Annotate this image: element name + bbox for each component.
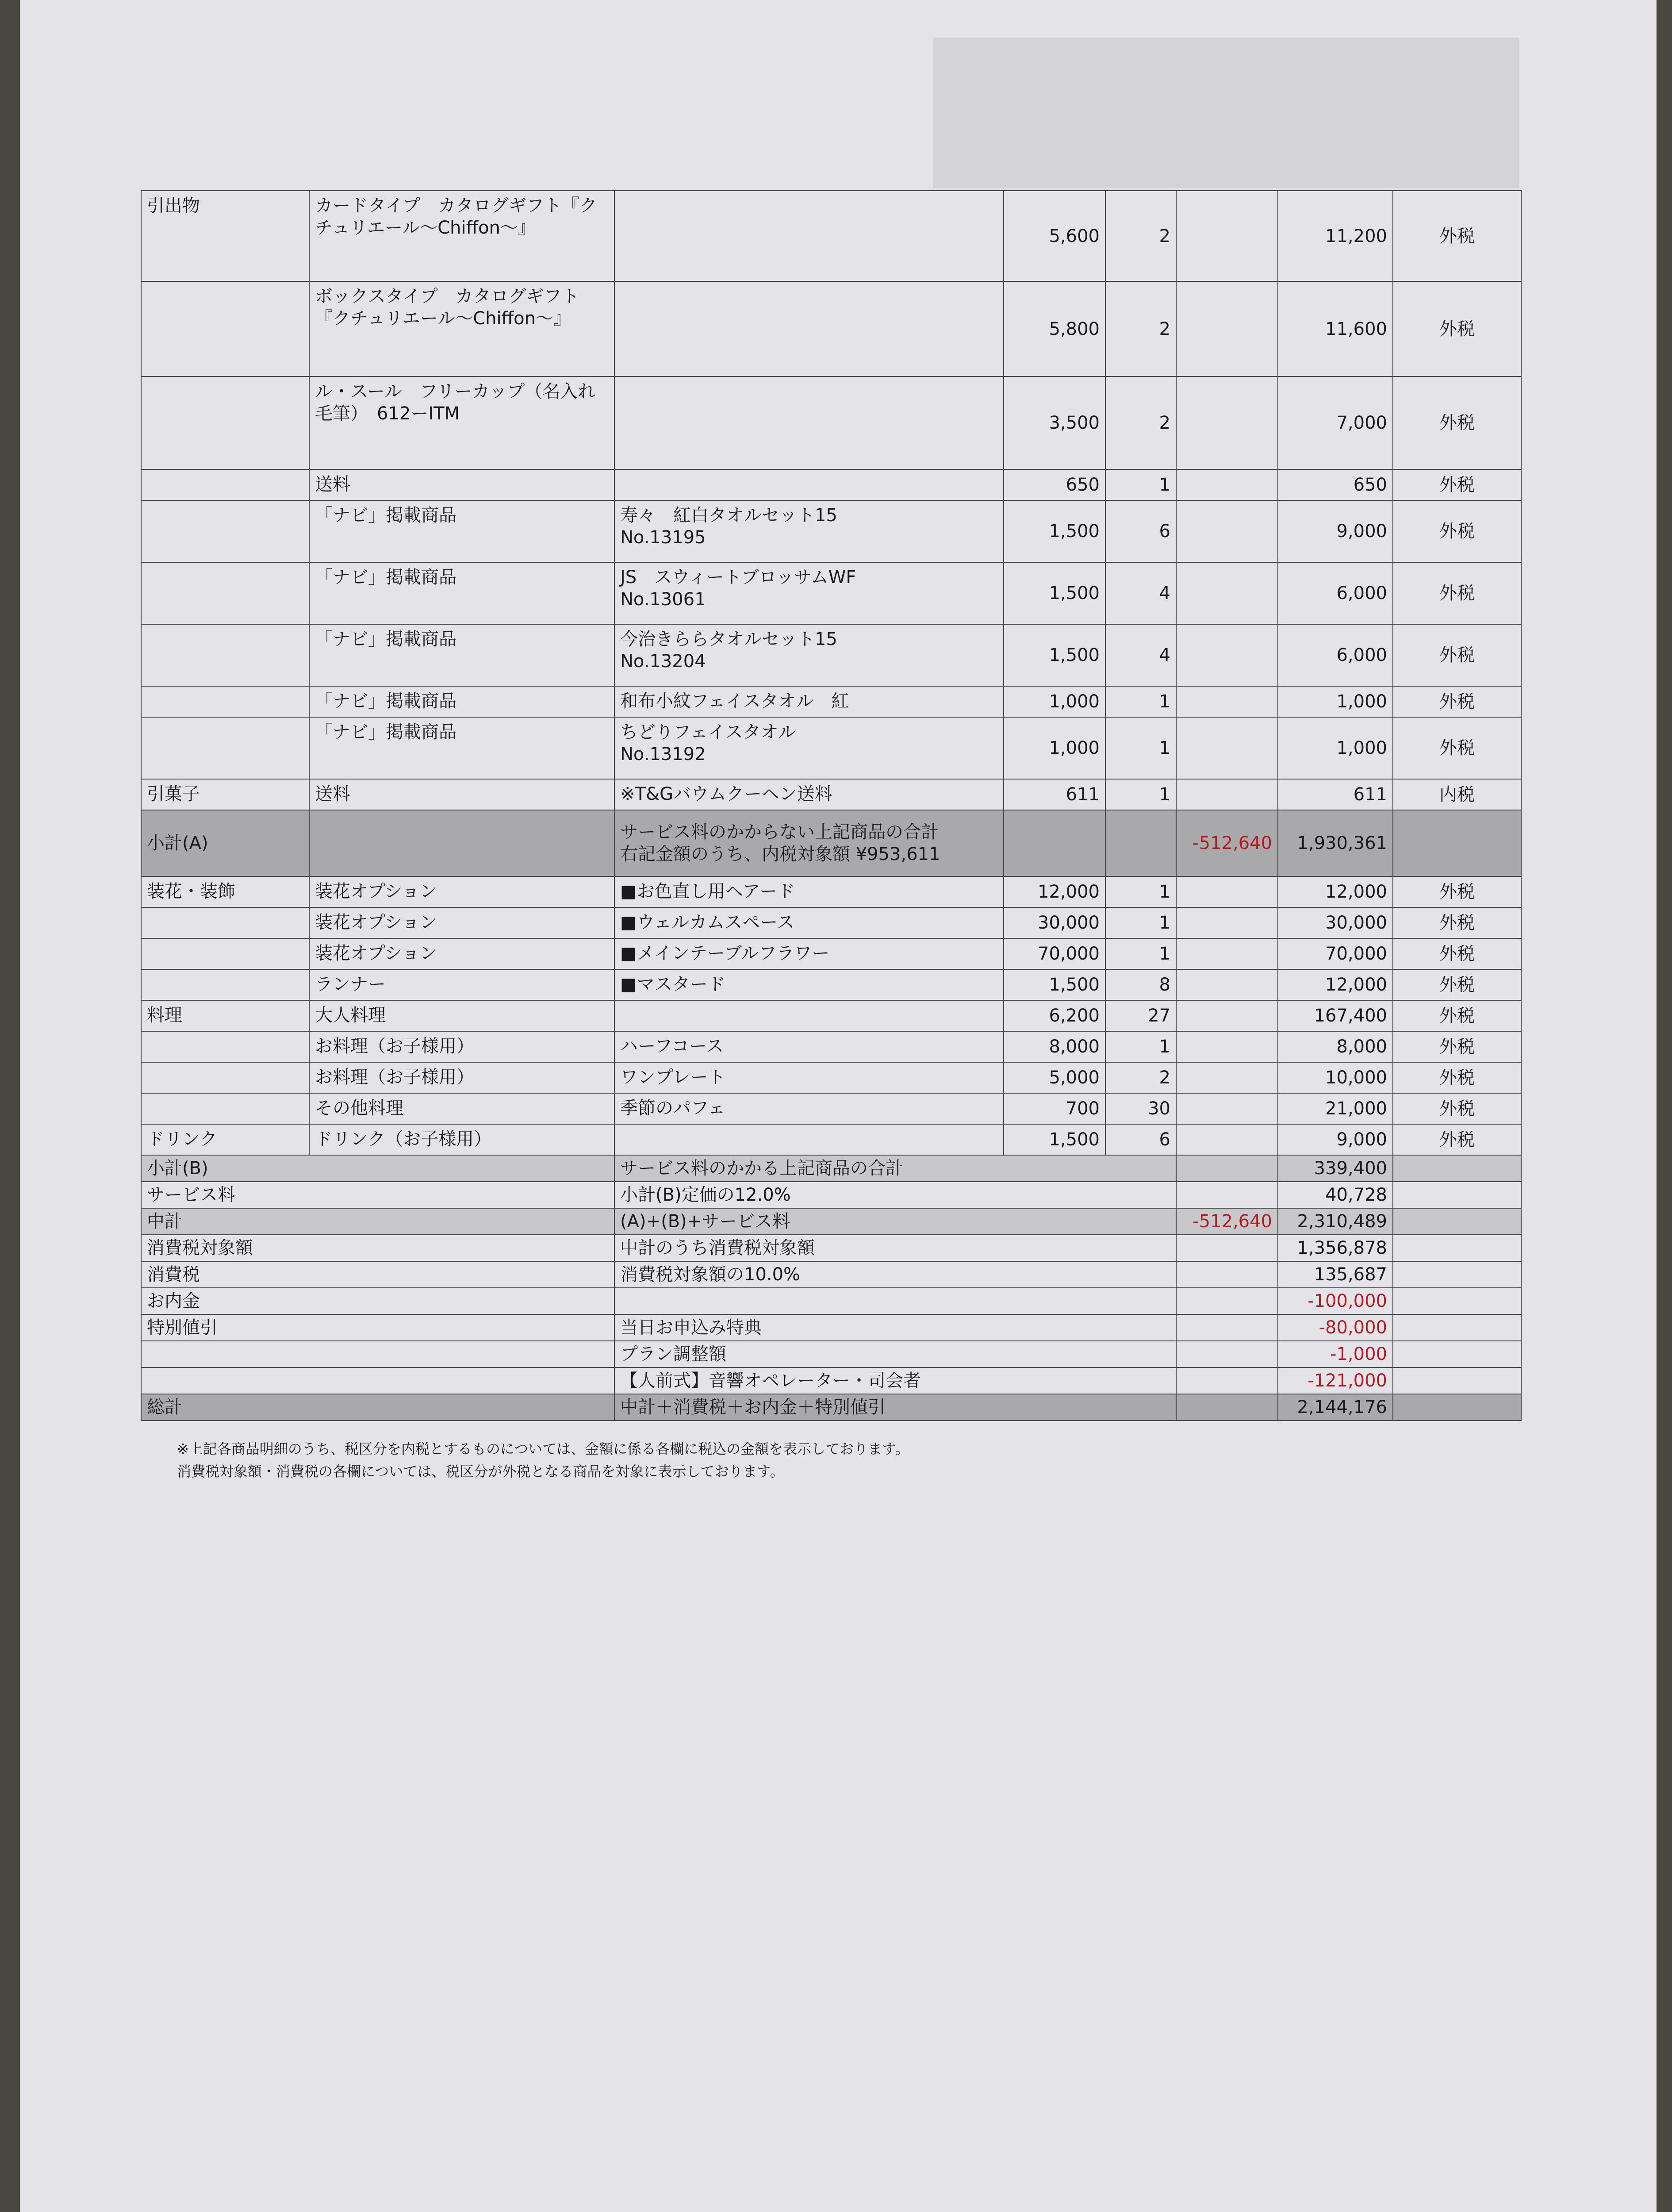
tax-type-cell: 外税 (1393, 876, 1521, 907)
unit-price-cell: 1,000 (1004, 686, 1105, 717)
summary-detail: サービス料のかかる上記商品の合計 (614, 1155, 1176, 1182)
summary-row (141, 1261, 1521, 1288)
unit-price-cell: 1,500 (1004, 500, 1105, 562)
item-detail-cell: ■ウェルカムスペース (614, 907, 1004, 938)
discount-cell (1176, 1000, 1278, 1031)
unit-price-cell: 12,000 (1004, 876, 1105, 907)
footnote-line: ※上記各商品明細のうち、税区分を内税とするものについては、金額に係る各欄に税込の金額を表示しております。 (177, 1440, 909, 1457)
discount-cell (1176, 907, 1278, 938)
empty-cell (309, 810, 614, 876)
discount-cell (1176, 686, 1278, 717)
discount-cell (1176, 624, 1278, 686)
table-row (141, 191, 1521, 281)
table-row (141, 1062, 1521, 1093)
item-name-cell: 送料 (309, 779, 614, 810)
empty-cell (1393, 1394, 1521, 1421)
item-detail-cell: ■お色直し用ヘアード (614, 876, 1004, 907)
summary-amount: 2,310,489 (1278, 1208, 1393, 1235)
summary-amount: -121,000 (1278, 1367, 1393, 1394)
empty-cell (1105, 810, 1176, 876)
item-name-cell: 大人料理 (309, 1000, 614, 1031)
summary-row (141, 1314, 1521, 1341)
tax-type-cell: 外税 (1393, 717, 1521, 779)
category-cell (141, 1062, 309, 1093)
category-cell (141, 938, 309, 969)
table-row (141, 779, 1521, 810)
discount-cell (1176, 376, 1278, 469)
item-name-cell: 「ナビ」掲載商品 (309, 624, 614, 686)
summary-detail: 中計のうち消費税対象額 (614, 1235, 1176, 1261)
summary-discount (1176, 1288, 1278, 1314)
category-cell (141, 686, 309, 717)
summary-discount (1176, 1367, 1278, 1394)
quantity-cell: 4 (1105, 562, 1176, 624)
summary-discount (1176, 1394, 1278, 1421)
item-detail-cell (614, 281, 1004, 376)
item-name-cell: お料理（お子様用） (309, 1031, 614, 1062)
tax-type-cell: 内税 (1393, 779, 1521, 810)
empty-cell (1393, 1235, 1521, 1261)
summary-label: 特別値引 (141, 1314, 614, 1341)
amount-cell: 30,000 (1278, 907, 1393, 938)
summary-label: 総計 (141, 1394, 614, 1421)
category-cell (141, 376, 309, 469)
tax-type-cell: 外税 (1393, 1124, 1521, 1155)
quantity-cell: 1 (1105, 876, 1176, 907)
table-row (141, 469, 1521, 500)
amount-cell: 1,000 (1278, 717, 1393, 779)
table-row (141, 1124, 1521, 1155)
summary-amount: -1,000 (1278, 1341, 1393, 1367)
discount-cell (1176, 938, 1278, 969)
amount-cell: 11,600 (1278, 281, 1393, 376)
item-detail-cell: JS スウィートブロッサムWF No.13061 (614, 562, 1004, 624)
quantity-cell: 8 (1105, 969, 1176, 1000)
invoice-table (141, 190, 1522, 1421)
tax-type-cell: 外税 (1393, 907, 1521, 938)
table-row (141, 1093, 1521, 1124)
table-row (141, 376, 1521, 469)
quantity-cell: 27 (1105, 1000, 1176, 1031)
tax-type-cell: 外税 (1393, 281, 1521, 376)
quantity-cell: 1 (1105, 779, 1176, 810)
tax-type-cell: 外税 (1393, 969, 1521, 1000)
unit-price-cell: 6,200 (1004, 1000, 1105, 1031)
summary-discount (1176, 1182, 1278, 1208)
table-row (141, 1031, 1521, 1062)
tax-type-cell: 外税 (1393, 1031, 1521, 1062)
table-row (141, 876, 1521, 907)
unit-price-cell: 5,000 (1004, 1062, 1105, 1093)
item-detail-cell (614, 191, 1004, 281)
item-detail-cell: ※T&Gバウムクーヘン送料 (614, 779, 1004, 810)
subtotal-a-label: 小計(A) (141, 810, 309, 876)
category-cell (141, 717, 309, 779)
summary-row (141, 1235, 1521, 1261)
item-detail-cell: 和布小紋フェイスタオル 紅 (614, 686, 1004, 717)
category-cell: 料理 (141, 1000, 309, 1031)
summary-row (141, 1182, 1521, 1208)
unit-price-cell: 30,000 (1004, 907, 1105, 938)
summary-amount: -80,000 (1278, 1314, 1393, 1341)
amount-cell: 10,000 (1278, 1062, 1393, 1093)
tax-type-cell: 外税 (1393, 1093, 1521, 1124)
tax-type-cell: 外税 (1393, 938, 1521, 969)
summary-label: サービス料 (141, 1182, 614, 1208)
summary-detail: 【人前式】音響オペレーター・司会者 (614, 1367, 1176, 1394)
item-name-cell: カードタイプ カタログギフト『クチュリエール～Chiffon～』 (309, 191, 614, 281)
item-detail-cell (614, 469, 1004, 500)
quantity-cell: 1 (1105, 907, 1176, 938)
item-name-cell: 「ナビ」掲載商品 (309, 717, 614, 779)
summary-row (141, 1208, 1521, 1235)
summary-discount: -512,640 (1176, 1208, 1278, 1235)
discount-cell (1176, 779, 1278, 810)
category-cell (141, 907, 309, 938)
tax-type-cell: 外税 (1393, 624, 1521, 686)
quantity-cell: 1 (1105, 717, 1176, 779)
quantity-cell: 30 (1105, 1093, 1176, 1124)
item-name-cell: ドリンク（お子様用） (309, 1124, 614, 1155)
item-detail-cell: ハーフコース (614, 1031, 1004, 1062)
amount-cell: 8,000 (1278, 1031, 1393, 1062)
item-name-cell: ボックスタイプ カタログギフト『クチュリエール～Chiffon～』 (309, 281, 614, 376)
tax-type-cell: 外税 (1393, 1000, 1521, 1031)
amount-cell: 6,000 (1278, 624, 1393, 686)
quantity-cell: 1 (1105, 469, 1176, 500)
table-row (141, 281, 1521, 376)
empty-cell (1393, 1182, 1521, 1208)
summary-detail: 当日お申込み特典 (614, 1314, 1176, 1341)
item-name-cell: 送料 (309, 469, 614, 500)
amount-cell: 70,000 (1278, 938, 1393, 969)
category-cell: ドリンク (141, 1124, 309, 1155)
item-name-cell: その他料理 (309, 1093, 614, 1124)
summary-label (141, 1367, 614, 1394)
summary-discount (1176, 1261, 1278, 1288)
amount-cell: 611 (1278, 779, 1393, 810)
unit-price-cell: 1,500 (1004, 562, 1105, 624)
summary-detail: 中計＋消費税＋お内金＋特別値引 (614, 1394, 1176, 1421)
amount-cell: 9,000 (1278, 1124, 1393, 1155)
category-cell (141, 1031, 309, 1062)
table-row (141, 907, 1521, 938)
tax-type-cell: 外税 (1393, 562, 1521, 624)
discount-cell (1176, 191, 1278, 281)
item-detail-cell: 寿々 紅白タオルセット15 No.13195 (614, 500, 1004, 562)
summary-discount (1176, 1155, 1278, 1182)
item-name-cell: ル・スール フリーカップ（名入れ毛筆） 612ーITM (309, 376, 614, 469)
summary-row (141, 1394, 1521, 1421)
item-detail-cell: ■メインテーブルフラワー (614, 938, 1004, 969)
unit-price-cell: 5,600 (1004, 191, 1105, 281)
item-name-cell: 「ナビ」掲載商品 (309, 500, 614, 562)
amount-cell: 11,200 (1278, 191, 1393, 281)
category-cell (141, 624, 309, 686)
empty-cell (1393, 1208, 1521, 1235)
quantity-cell: 2 (1105, 191, 1176, 281)
discount-cell (1176, 1093, 1278, 1124)
subtotal-a-row (141, 810, 1521, 876)
summary-discount (1176, 1341, 1278, 1367)
unit-price-cell: 611 (1004, 779, 1105, 810)
table-row (141, 938, 1521, 969)
discount-cell (1176, 562, 1278, 624)
summary-discount (1176, 1314, 1278, 1341)
footnote-line: 消費税対象額・消費税の各欄については、税区分が外税となる商品を対象に表示しております。 (177, 1463, 784, 1480)
summary-label: 消費税 (141, 1261, 614, 1288)
unit-price-cell: 3,500 (1004, 376, 1105, 469)
empty-cell (1393, 1314, 1521, 1341)
summary-discount (1176, 1235, 1278, 1261)
amount-cell: 12,000 (1278, 969, 1393, 1000)
discount-cell (1176, 500, 1278, 562)
discount-cell (1176, 717, 1278, 779)
unit-price-cell: 8,000 (1004, 1031, 1105, 1062)
subtotal-a-discount: -512,640 (1176, 810, 1278, 876)
amount-cell: 167,400 (1278, 1000, 1393, 1031)
summary-label: 小計(B) (141, 1155, 614, 1182)
discount-cell (1176, 876, 1278, 907)
summary-row (141, 1341, 1521, 1367)
summary-amount: -100,000 (1278, 1288, 1393, 1314)
empty-cell (1393, 1367, 1521, 1394)
summary-label (141, 1341, 614, 1367)
unit-price-cell: 5,800 (1004, 281, 1105, 376)
item-detail-cell: ちどりフェイスタオル No.13192 (614, 717, 1004, 779)
item-name-cell: 装花オプション (309, 907, 614, 938)
quantity-cell: 6 (1105, 500, 1176, 562)
discount-cell (1176, 1031, 1278, 1062)
item-name-cell: お料理（お子様用） (309, 1062, 614, 1093)
item-detail-cell (614, 1124, 1004, 1155)
quantity-cell: 4 (1105, 624, 1176, 686)
item-name-cell: ランナー (309, 969, 614, 1000)
amount-cell: 9,000 (1278, 500, 1393, 562)
unit-price-cell: 1,500 (1004, 1124, 1105, 1155)
amount-cell: 1,000 (1278, 686, 1393, 717)
unit-price-cell: 70,000 (1004, 938, 1105, 969)
item-detail-cell: 季節のパフェ (614, 1093, 1004, 1124)
table-row (141, 969, 1521, 1000)
unit-price-cell: 1,500 (1004, 624, 1105, 686)
table-row (141, 686, 1521, 717)
item-name-cell: 「ナビ」掲載商品 (309, 686, 614, 717)
item-detail-cell (614, 1000, 1004, 1031)
unit-price-cell: 1,000 (1004, 717, 1105, 779)
category-cell (141, 500, 309, 562)
tax-type-cell: 外税 (1393, 1062, 1521, 1093)
item-name-cell: 装花オプション (309, 876, 614, 907)
summary-row (141, 1155, 1521, 1182)
item-name-cell: 「ナビ」掲載商品 (309, 562, 614, 624)
quantity-cell: 2 (1105, 281, 1176, 376)
category-cell: 引出物 (141, 191, 309, 281)
category-cell: 引菓子 (141, 779, 309, 810)
category-cell (141, 969, 309, 1000)
summary-detail: 小計(B)定価の12.0% (614, 1182, 1176, 1208)
quantity-cell: 2 (1105, 1062, 1176, 1093)
quantity-cell: 1 (1105, 1031, 1176, 1062)
redacted-block (933, 38, 1519, 188)
empty-cell (1393, 1155, 1521, 1182)
summary-amount: 40,728 (1278, 1182, 1393, 1208)
tax-type-cell: 外税 (1393, 469, 1521, 500)
item-detail-cell (614, 376, 1004, 469)
summary-amount: 1,356,878 (1278, 1235, 1393, 1261)
discount-cell (1176, 281, 1278, 376)
empty-cell (1393, 1261, 1521, 1288)
empty-cell (1004, 810, 1105, 876)
tax-type-cell: 外税 (1393, 191, 1521, 281)
summary-row (141, 1288, 1521, 1314)
item-detail-cell: 今治きららタオルセット15 No.13204 (614, 624, 1004, 686)
tax-type-cell: 外税 (1393, 686, 1521, 717)
summary-detail: プラン調整額 (614, 1341, 1176, 1367)
unit-price-cell: 700 (1004, 1093, 1105, 1124)
summary-label: お内金 (141, 1288, 614, 1314)
amount-cell: 7,000 (1278, 376, 1393, 469)
quantity-cell: 1 (1105, 938, 1176, 969)
category-cell (141, 469, 309, 500)
quantity-cell: 1 (1105, 686, 1176, 717)
summary-label: 消費税対象額 (141, 1235, 614, 1261)
table-row (141, 624, 1521, 686)
empty-cell (1393, 1341, 1521, 1367)
amount-cell: 12,000 (1278, 876, 1393, 907)
item-detail-cell: ■マスタード (614, 969, 1004, 1000)
category-cell: 装花・装飾 (141, 876, 309, 907)
empty-cell (1393, 1288, 1521, 1314)
discount-cell (1176, 1062, 1278, 1093)
category-cell (141, 281, 309, 376)
discount-cell (1176, 1124, 1278, 1155)
summary-label: 中計 (141, 1208, 614, 1235)
summary-amount: 2,144,176 (1278, 1394, 1393, 1421)
summary-row (141, 1367, 1521, 1394)
tax-type-cell: 外税 (1393, 376, 1521, 469)
table-row (141, 1000, 1521, 1031)
amount-cell: 650 (1278, 469, 1393, 500)
summary-detail: (A)+(B)+サービス料 (614, 1208, 1176, 1235)
summary-amount: 135,687 (1278, 1261, 1393, 1288)
footnotes (177, 1438, 1504, 1483)
amount-cell: 21,000 (1278, 1093, 1393, 1124)
tax-type-cell: 外税 (1393, 500, 1521, 562)
unit-price-cell: 1,500 (1004, 969, 1105, 1000)
category-cell (141, 562, 309, 624)
item-name-cell: 装花オプション (309, 938, 614, 969)
discount-cell (1176, 469, 1278, 500)
quantity-cell: 6 (1105, 1124, 1176, 1155)
subtotal-a-amount: 1,930,361 (1278, 810, 1393, 876)
table-row (141, 562, 1521, 624)
quantity-cell: 2 (1105, 376, 1176, 469)
summary-detail (614, 1288, 1176, 1314)
empty-cell (1393, 810, 1521, 876)
amount-cell: 6,000 (1278, 562, 1393, 624)
summary-detail: 消費税対象額の10.0% (614, 1261, 1176, 1288)
discount-cell (1176, 969, 1278, 1000)
summary-amount: 339,400 (1278, 1155, 1393, 1182)
table-row (141, 717, 1521, 779)
table-row (141, 500, 1521, 562)
item-detail-cell: ワンプレート (614, 1062, 1004, 1093)
category-cell (141, 1093, 309, 1124)
subtotal-a-detail: サービス料のかからない上記商品の合計 右記金額のうち、内税対象額 ¥953,611 (614, 810, 1004, 876)
unit-price-cell: 650 (1004, 469, 1105, 500)
